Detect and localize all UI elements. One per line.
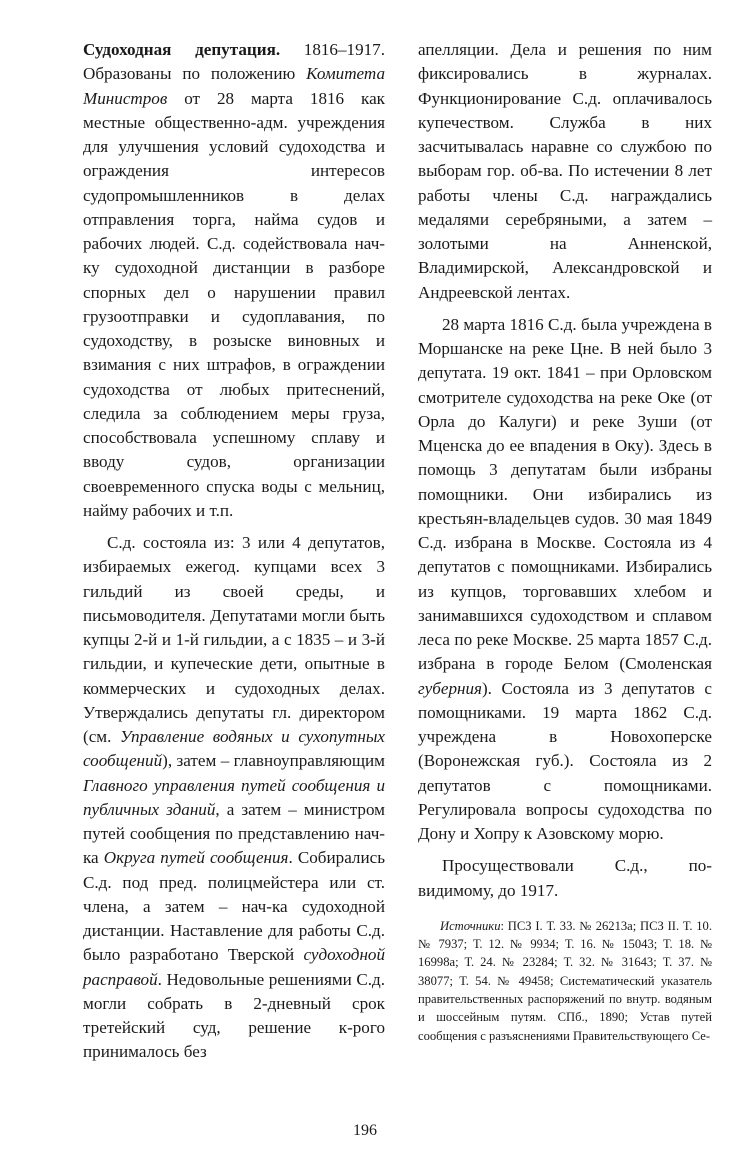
- text-span: 28 марта 1816 С.д. была учреждена в Моршанске на реке Цне. В ней было 3 депутата. 19 окт. 1841 – при Орловском смотрителе судоходства на реке Оке (от Орла до Калуги) и реке Зуши (от Мценска до ее впадения в Оку). Здесь в помощь 3 депутатам были избраны помощники. Они избирались из крестьян-владельцев судов. 30 мая 1849 С.д. избрана в Москве. Состояла из 4 депутатов с помощниками. Избирались из купцов, торговавших хлебом и занимавшихся судоходством и сплавом леса по реке Москве. 25 марта 1857 С.д. избрана в городе Белом (Смоленская: [418, 314, 712, 674]
- cross-reference: судоходной расправой: [83, 945, 386, 989]
- cross-reference: Управление водяных и сухопутных сообщений: [83, 727, 385, 771]
- cross-reference: Комитета Министров: [83, 64, 385, 108]
- text-span: , а затем – министром путей сообщения по представлению нач-ка: [83, 799, 386, 868]
- paragraph-1: [83, 38, 385, 523]
- text-span: . Недовольные решениями С.д. могли собрать в 2-дневный срок третейский суд, решение к-рого принималось без: [83, 969, 385, 1062]
- text-span: С.д. состояла из: 3 или 4 депутатов, избираемых ежегод. купцами всех 3 гильдий из своей среды, и письмоводителя. Депутатами могли быть купцы 2-й и 1-й гильдии, а с 1835 – и 3-й гильдии, и купеческие дети, опытные в коммерческих и судоходных делах. Утверждались депутаты гл. директором (см.: [83, 533, 385, 746]
- paragraph-2: [83, 531, 385, 1065]
- paragraph-4: Просуществовали С.д., по-видимому, до 1917.: [418, 856, 712, 900]
- page-number: 196: [353, 1122, 377, 1139]
- left-column: [83, 38, 385, 1065]
- sources-text: : ПСЗ I. Т. 33. № 26213а; ПСЗ II. Т. 10. № 7937; Т. 12. № 9934; Т. 16. № 15043; Т. 18. № 16998а; Т. 24. № 23284; Т. 32. № 31643; Т. 37. № 38077; Т. 54. № 49458; Систематический указатель правительственных распоряжений по внутр. водяным и шоссейным путям. СПб., 1890; Устав путей сообщения с разъяснениями Правительствующего Се-: [418, 918, 712, 1043]
- text-span: . Собирались С.д. под пред. полицмейстера или ст. члена, а затем – нач-ка судоходной дистанции. Наставление для работы С.д. было разработано Тверской: [83, 848, 385, 965]
- cross-reference: Главного управления путей сообщения и публичных зданий: [83, 775, 385, 819]
- text-span: Образованы по положению: [83, 64, 296, 84]
- sources: [418, 917, 712, 1045]
- cross-reference: губерния: [418, 678, 482, 698]
- entry-heading: Судоходная депутация.: [83, 40, 281, 59]
- text-span: ). Состояла из 3 депутатов с помощниками. 19 марта 1862 С.д. учреждена в Новохоперске (Воронежская губ.). Состояла из 2 депутатов с помощниками. Регулировала вопросы судоходства по Дону и Хопру к Азовскому морю.: [418, 678, 712, 843]
- entry-dates: 1816–1917.: [303, 40, 385, 59]
- text-span: ), затем – главноуправляющим: [162, 751, 385, 771]
- text-span: от 28 марта 1816 как местные общественно-адм. учреждения для улучшения условий судоходства и ограждения интересов судопромышленников в делах отправления торга, найма судов и рабочих людей. С.д. содействовала нач-ку судоходной дистанции в разборе спорных дел о нарушении правил грузоотправки и судоплавания, по судоходству, в розыске виновных и взимания с них штрафов, в ограждении судоходства от любых притеснений, следила за соблюдением меры груза, способствовала успешному сплаву и вводу судов, организации своевременного спуска воды с мельниц, найму рабочих и т.п.: [83, 88, 385, 520]
- cross-reference: Округа путей сообщения: [103, 848, 289, 868]
- sources-label: Источники: [440, 918, 501, 933]
- paragraph-2-continued: апелляции. Дела и решения по ним фиксировались в журналах. Функционирование С.д. оплачивалось купечеством. Служба в них засчитывалась наравне со службою по выборам гор. об-ва. По истечении 8 лет работы члены С.д. награждались медалями серебряными, а затем – золотыми на Анненской, Владимирской, Александровской и Андреевской лентах.: [418, 40, 712, 302]
- paragraph-3: [418, 313, 712, 847]
- right-column: [418, 38, 712, 1045]
